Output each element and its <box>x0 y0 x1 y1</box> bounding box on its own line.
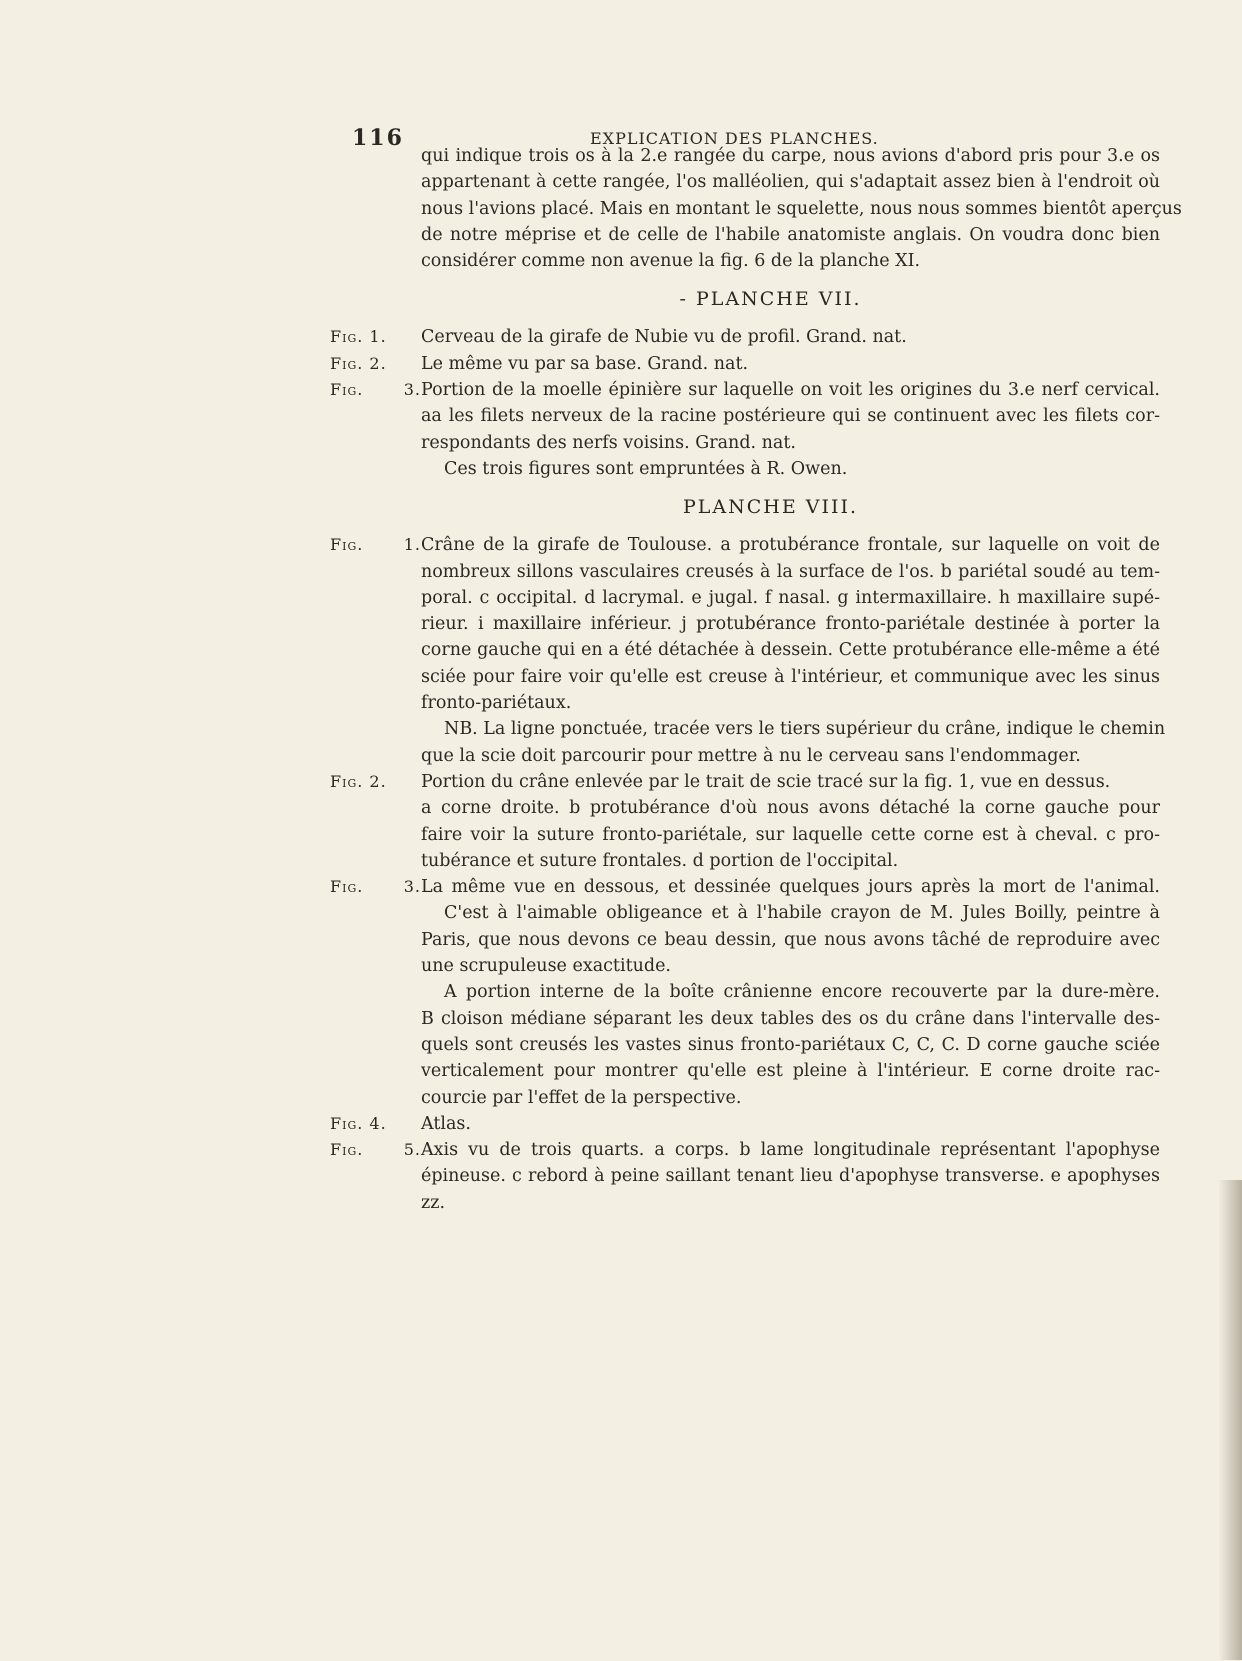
text-line: fronto-pariétaux. <box>421 693 572 714</box>
fig-label: Fig. 1. <box>330 535 421 555</box>
text-line: considérer comme non avenue la fig. 6 de la planche XI. <box>421 251 921 272</box>
planche-vii-fig-2 <box>330 351 1160 377</box>
text-line: appartenant à cette rangée, l'os malléolien, qui s'adaptait assez bien à l'endroit où <box>421 172 1160 193</box>
text-line: Axis vu de trois quarts. a corps. b lame longitudinale représentant l'apophyse <box>421 1140 1160 1161</box>
fig-label: Fig. 3. <box>330 380 421 400</box>
text-line: épineuse. c rebord à peine saillant tenant lieu d'apophyse transverse. e apophyses <box>421 1166 1160 1187</box>
text-line: Crâne de la girafe de Toulouse. a protubérance frontale, sur laquelle on voit de <box>421 535 1160 556</box>
text-line: verticalement pour montrer qu'elle est pleine à l'intérieur. E corne droite rac- <box>421 1061 1160 1082</box>
fig-label: Fig. 2. <box>330 771 387 791</box>
text-line: nombreux sillons vasculaires creusés à la surface de l'os. b pariétal soudé au tem- <box>421 561 1160 582</box>
text-line: aa les filets nerveux de la racine postérieure qui se continuent avec les filets cor- <box>421 406 1160 427</box>
fig-label: Fig. 2. <box>330 353 387 373</box>
page-body <box>330 143 1182 1216</box>
source-note: Ces trois figures sont empruntées à R. Owen. <box>444 458 848 479</box>
text-line: courcie par l'effet de la perspective. <box>421 1087 742 1108</box>
fig-label: Fig. 3. <box>330 877 421 897</box>
text-line: Cerveau de la girafe de Nubie vu de profil. Grand. nat. <box>421 327 907 348</box>
text-line: Portion de la moelle épinière sur laquelle on voit les origines du 3.e nerf cervical. <box>421 380 1160 401</box>
text-line: sciée pour faire voir qu'elle est creuse à l'intérieur, et communique avec les sinus <box>421 666 1160 687</box>
text-line: respondants des nerfs voisins. Grand. nat. <box>421 432 796 453</box>
text-line: rieur. i maxillaire inférieur. j protubérance fronto-pariétale destinée à porter la <box>421 614 1160 635</box>
planche-viii-fig-1 <box>330 532 1166 769</box>
text-line: une scrupuleuse exactitude. <box>421 956 671 977</box>
nb-line: NB. La ligne ponctuée, tracée vers le tiers supérieur du crâne, indique le chemin <box>444 719 1166 740</box>
text-line: quels sont creusés les vastes sinus fronto-pariétaux C, C, C. D corne gauche sciée <box>421 1034 1160 1055</box>
text-line: B cloison médiane séparant les deux tables des os du crâne dans l'intervalle des- <box>421 1008 1160 1029</box>
text-line: Paris, que nous devons ce beau dessin, que nous avons tâché de reproduire avec <box>421 929 1160 950</box>
text-line: C'est à l'aimable obligeance et à l'habile crayon de M. Jules Boilly, peintre à <box>444 903 1160 924</box>
planche-viii-heading: PLANCHE VIII. <box>682 496 859 519</box>
text-line: La même vue en dessous, et dessinée quelques jours après la mort de l'animal. <box>421 877 1160 898</box>
planche-vii-fig-1 <box>330 324 1160 350</box>
planche-viii-fig-5 <box>330 1137 1160 1216</box>
page-number: 116 <box>352 125 404 151</box>
intro-paragraph <box>330 143 1182 274</box>
planche-vii-heading: - PLANCHE VII. <box>679 288 862 311</box>
text-line: Portion du crâne enlevée par le trait de scie tracé sur la fig. 1, vue en dessus. <box>421 771 1111 792</box>
planche-viii-fig-2 <box>330 769 1160 874</box>
text-line: tubérance et suture frontales. d portion de l'occipital. <box>421 850 899 871</box>
nb-line: que la scie doit parcourir pour mettre à nu le cerveau sans l'endommager. <box>421 745 1081 766</box>
fig-label: Fig. 4. <box>330 1113 387 1133</box>
page-edge-shadow <box>1218 1180 1242 1660</box>
fig-label: Fig. 1. <box>330 327 387 347</box>
text-line: a corne droite. b protubérance d'où nous avons détaché la corne gauche pour <box>421 798 1160 819</box>
text-line: zz. <box>421 1192 446 1213</box>
text-line: faire voir la suture fronto-pariétale, sur laquelle cette corne est à cheval. c pro- <box>421 824 1160 845</box>
text-line: A portion interne de la boîte crânienne encore recouverte par la dure-mère. <box>444 982 1160 1003</box>
text-line: Le même vu par sa base. Grand. nat. <box>421 353 749 374</box>
text-line: nous l'avions placé. Mais en montant le squelette, nous nous sommes bientôt aperçus <box>421 198 1182 219</box>
planche-viii-fig-3 <box>330 874 1160 1111</box>
planche-viii-fig-4 <box>330 1111 1160 1137</box>
running-title: EXPLICATION DES PLANCHES. <box>590 129 879 148</box>
planche-vii-fig-3 <box>330 377 1160 482</box>
text-line: qui indique trois os à la 2.e rangée du carpe, nous avions d'abord pris pour 3.e os <box>421 146 1160 166</box>
fig-label: Fig. 5. <box>330 1140 421 1160</box>
text-line: de notre méprise et de celle de l'habile anatomiste anglais. On voudra donc bien <box>421 224 1160 245</box>
text-line: Atlas. <box>421 1113 471 1134</box>
text-line: corne gauche qui en a été détachée à dessein. Cette protubérance elle-même a été <box>421 640 1160 661</box>
text-line: poral. c occipital. d lacrymal. e jugal. f nasal. g intermaxillaire. h maxillaire supé- <box>421 587 1160 608</box>
